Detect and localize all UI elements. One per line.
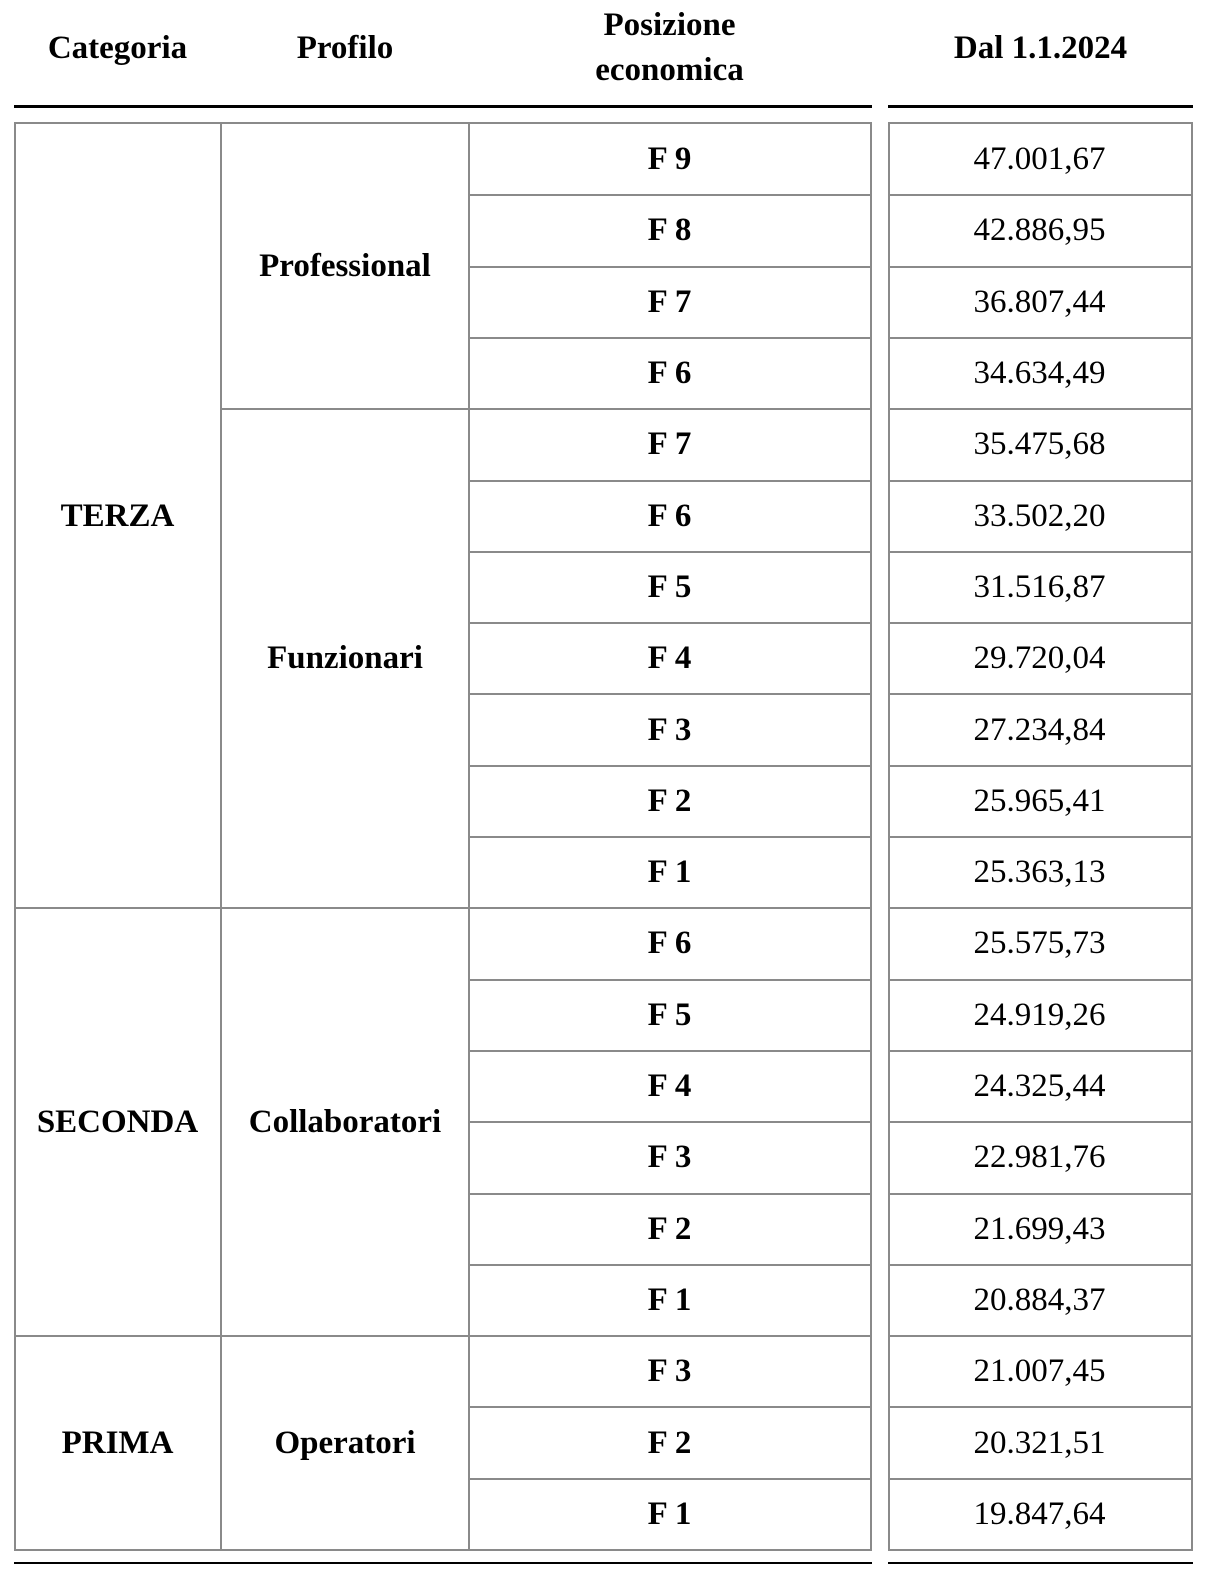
header-posizione-line1: Posizione [603,7,736,44]
posizione-cell [469,980,870,1051]
value-label: 20.321,51 [973,1424,1106,1461]
value-label: 47.001,67 [973,141,1106,178]
posizione-label: F 4 [647,640,692,677]
posizione-cell [469,481,870,552]
posizione-label: F 4 [647,1068,692,1105]
value-label: 24.919,26 [973,996,1106,1033]
posizione-cell [469,1407,870,1478]
value-cell [888,837,1191,908]
value-cell [888,908,1191,979]
posizione-cell [469,837,870,908]
value-cell [888,195,1191,266]
category-cell [14,908,221,1336]
category-cell [14,124,221,908]
value-cell [888,1122,1191,1193]
value-label: 33.502,20 [973,497,1106,534]
header-categoria-label: Categoria [47,29,188,66]
value-cell [888,766,1191,837]
header-dal [888,0,1193,96]
value-label: 21.007,45 [973,1353,1106,1390]
value-label: 36.807,44 [973,283,1106,320]
category-label: PRIMA [61,1424,174,1461]
value-cell [888,552,1191,623]
value-cell [888,980,1191,1051]
value-label: 31.516,87 [973,568,1106,605]
posizione-cell [469,694,870,765]
posizione-cell [469,766,870,837]
profile-label: Operatori [274,1424,416,1461]
posizione-cell [469,124,870,195]
value-label: 24.325,44 [973,1068,1106,1105]
header-rule-right [888,105,1193,108]
posizione-cell [469,1336,870,1407]
value-label: 21.699,43 [973,1210,1106,1247]
posizione-label: F 6 [647,497,692,534]
profile-cell [221,1336,469,1550]
posizione-cell [469,908,870,979]
value-label: 42.886,95 [973,212,1106,249]
profile-label: Professional [259,248,431,285]
value-cell [888,1194,1191,1265]
posizione-label: F 7 [647,426,692,463]
value-cell [888,1051,1191,1122]
posizione-label: F 9 [647,141,692,178]
posizione-cell [469,267,870,338]
posizione-cell [469,623,870,694]
header-posizione [469,0,870,96]
category-label: TERZA [60,497,175,534]
posizione-cell [469,1051,870,1122]
category-label: SECONDA [36,1103,199,1140]
value-cell [888,409,1191,480]
profile-cell [221,124,469,409]
bottom-rule-left [14,1562,872,1564]
posizione-cell [469,1265,870,1336]
value-label: 19.847,64 [973,1495,1106,1532]
header-rule-left [14,105,872,108]
posizione-label: F 1 [647,854,692,891]
header-posizione-line2: economica [595,52,744,88]
value-label: 22.981,76 [973,1139,1106,1176]
value-cell [888,1407,1191,1478]
posizione-cell [469,1479,870,1550]
posizione-label: F 5 [647,568,692,605]
value-label: 25.965,41 [973,782,1106,819]
posizione-cell [469,195,870,266]
posizione-label: F 1 [647,1281,692,1318]
value-cell [888,1265,1191,1336]
value-cell [888,338,1191,409]
header-categoria [14,0,221,96]
profile-cell [221,908,469,1336]
posizione-label: F 5 [647,996,692,1033]
posizione-label: F 2 [647,782,692,819]
value-label: 34.634,49 [973,355,1106,392]
posizione-label: F 3 [647,711,692,748]
header-dal-label: Dal 1.1.2024 [953,29,1128,66]
value-label: 29.720,04 [973,640,1106,677]
value-label: 27.234,84 [973,711,1106,748]
profile-label: Collaboratori [248,1103,442,1140]
header-profilo [221,0,469,96]
value-cell [888,1336,1191,1407]
header-profilo-label: Profilo [296,29,394,66]
posizione-label: F 6 [647,355,692,392]
posizione-label: F 2 [647,1210,692,1247]
value-cell [888,694,1191,765]
posizione-label: F 8 [647,212,692,249]
value-cell [888,481,1191,552]
profile-label: Funzionari [267,640,423,677]
posizione-label: F 2 [647,1424,692,1461]
value-label: 25.363,13 [973,854,1106,891]
profile-cell [221,409,469,908]
posizione-cell [469,409,870,480]
value-label: 25.575,73 [973,925,1106,962]
bottom-rule-right [888,1562,1193,1564]
posizione-cell [469,338,870,409]
value-label: 35.475,68 [973,426,1106,463]
category-cell [14,1336,221,1550]
posizione-cell [469,552,870,623]
posizione-label: F 6 [647,925,692,962]
posizione-cell [469,1194,870,1265]
posizione-label: F 3 [647,1353,692,1390]
posizione-label: F 7 [647,283,692,320]
value-cell [888,623,1191,694]
value-cell [888,267,1191,338]
posizione-cell [469,1122,870,1193]
value-cell [888,1479,1191,1550]
posizione-label: F 3 [647,1139,692,1176]
value-cell [888,124,1191,195]
value-label: 20.884,37 [973,1281,1106,1318]
posizione-label: F 1 [647,1495,692,1532]
